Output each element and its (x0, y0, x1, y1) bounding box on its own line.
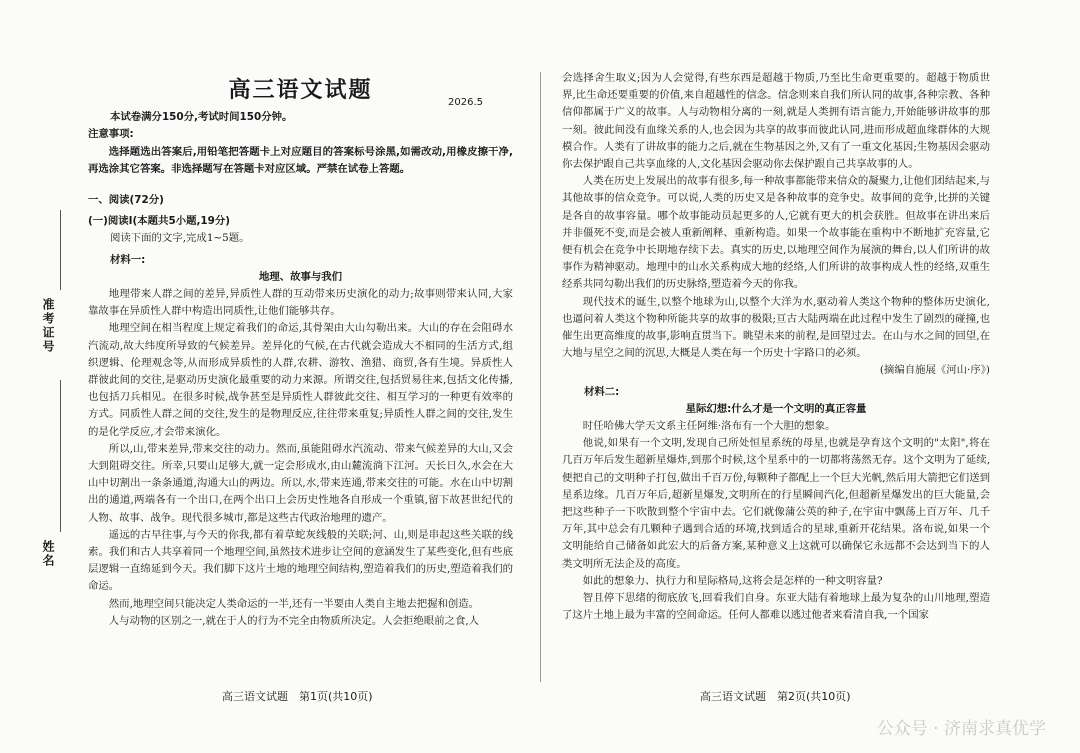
source-citation: (摘编自施展《河山·序》) (879, 364, 990, 377)
notes-heading: 注意事项: (88, 128, 134, 141)
paragraph: 如此的想象力、执行力和星际格局,这将会是怎样的一种文明容量? (582, 574, 883, 587)
material-one-label: 材料一: (110, 253, 146, 266)
divider-line (60, 380, 61, 460)
paragraph: 人与动物的区别之一,就在于人的行为不完全由物质所决定。人会拒绝眼前之食,人 (108, 614, 480, 627)
score-note: 本试卷满分150分,考试时间150分钟。 (110, 111, 293, 124)
section-one-sub: (一)阅读Ⅰ(本题共5小题,19分) (88, 215, 231, 228)
page-two (562, 70, 990, 625)
paragraph: 人类在历史上发展出的故事有很多,每一种故事都能带来信众的凝聚力,让他们团结起来,与其他故事的信众竞争。可以说,人类的历史又是各种故事的竞争史。故事间的竞争,比拼的关键是各自的故事容量。哪个故事能动员起更多的人,它就有更大的机会获胜。但故事在讲出来后并非僵死不变,而是会被人重新阐释、重新构造。如果一个故事能在重构中不断地扩充容量,它便有机会在竞争中长期地存续下去。真实的历史,以地理空间作为展演的舞台,以人们所讲的故事作为精神驱动。地理中的山水关系构成大地的经络,人们所讲的故事构成人性的经络,双重生经系共同勾勒出我们的历史脉络,塑造着今天的你我。 (562, 175, 990, 291)
candidate-number-line (60, 210, 61, 290)
page-one (88, 70, 513, 630)
paragraph: 地理带来人群之间的差异,异质性人群的互动带来历史演化的动力;故事则带来认同,大家靠故事在异质性人群中构造出同质性,让他们能够共存。 (88, 288, 513, 318)
paragraph: 现代技术的诞生,以整个地球为山,以整个大洋为水,驱动着人类这个物种的整体历史演化,也逼问着人类这个物种所能共享的故事的极限;亘古大陆两端在此过程中发生了剧烈的碰撞,也催生出更高维度的故事,影响直贯当下。眺望未来的前程,是回望过去。在山与水之间的回望,在大地与星空之间的沉思,大概是人类在每一个历史十字路口的必须。 (562, 295, 990, 360)
paragraph: 他说,如果有一个文明,发现自己所处恒星系统的母星,也就是孕育这个文明的"太阳",将在几百万年后发生超新星爆炸,到那个时候,这个星系中的一切都将荡然无存。这个文明为了延续,便把自己的文明种子打包,做出千百万份,每颗种子都配上一个巨大光帆,然后用大箭把它们送到星系边缘。几百万年后,超新星爆发,文明所在的行星瞬间汽化,但超新星爆发出的巨大能量,会把这些种子一下吹散到整个宇宙中去。它们就像蒲公英的种子,在宇宙中飘荡上百万年、几千万年,其中总会有几颗种子遇到合适的环境,找到适合的星球,重新开花结果。洛布说,如果一个文明能给自己储备如此宏大的后备方案,某种意义上这就可以确保它永远都不会达到当下的人类文明所无法企及的高度。 (562, 437, 990, 570)
page-two-footer: 高三语文试题 第2页(共10页) (700, 690, 851, 703)
page-divider (540, 72, 541, 682)
section-one-heading: 一、阅读(72分) (88, 194, 164, 207)
article-one-title: 地理、故事与我们 (258, 270, 343, 283)
watermark: 公众号 · 济南求真优学 (876, 719, 1046, 739)
notes-body: 选择题选出答案后,用铅笔把答题卡上对应题目的答案标号涂黑,如需改动,用橡皮擦干净,再选涂其它答案。非选择题写在答题卡对应区域。严禁在试卷上答题。 (88, 145, 513, 175)
article-two-title: 星际幻想:什么才是一个文明的真正容量 (685, 402, 867, 415)
paragraph: 地理空间在相当程度上规定着我们的命运,其骨架由大山勾勒出来。大山的存在会阻碍水汽流动,故大纬度所导致的气候差异。差异化的气候,在古代就会造成大不相同的生活方式,组织逻辑、伦理观念等,从而形成异质性的人群,农耕、游牧、渔猎、商贸,各有生境。异质性人群彼此间的交往,是驱动历史演化最重要的动力来源。所谓交往,包括贸易往来,包括文化传播,也包括刀兵相见。在很多时候,战争甚至是异质性人群彼此交往、相互学习的一种更有效率的方式。同质性人群之间的交往,发生的是物理反应,往往带来重复;异质性人群之间的交往,发生的是化学反应,才会带来演化。 (88, 322, 513, 438)
paragraph: 会选择舍生取义;因为人会觉得,有些东西是超越于物质,乃至比生命更重要的。超越于物质世界,比生命还要重要的价值,来自超越性的信念。信念则来自我们所认同的故事,各种宗教、各种信仰都属于广义的故事。人与动物相分离的一刻,就是人类拥有语言能力,开始能够讲故事的那一刻。彼此间没有血缘关系的人,也会因为共享的故事而彼此认同,进而形成超血缘群体的大规模合作。人类有了讲故事的能力之后,就在生物基因之外,又有了一重文化基因;生物基因会驱动你去保护跟自己共享血缘的人,文化基因会驱动你去保护跟自己共享故事的人。 (562, 72, 990, 171)
paragraph: 所以,山,带来差异,带来交往的动力。然而,虽能阻碍水汽流动、带来气候差异的大山,又会大到阻碍交往。所幸,只要山足够大,就一定会形成水,由山麓流淌下江河。天长日久,水会在大山中切割出一条条通道,沟通大山的两边。所以,水,带来连通,带来交往的可能。水在山中切割出的通道,两端各有一个出口,在两个出口上会历史性地各自形成一个重镇,留下故甚世纪代的人物、故事、战争。现代很多城市,都是这些古代政治地理的遗产。 (88, 442, 513, 524)
exam-title: 高三语文试题 (228, 77, 373, 103)
name-line (60, 452, 61, 532)
paragraph: 遥远的古早往事,与今天的你我,都有着草蛇灰线般的关联;河、山,则是串起这些关联的线索。我们和古人共享着同一个地理空间,虽然技术进步让空间的意涵发生了某些变化,但有些底层逻辑一直绵延到今天。我们脚下这片土地的地理空间结构,塑造着我们的历史,塑造着我们的命运。 (88, 528, 513, 593)
candidate-number-label: 准考证号 (41, 298, 55, 354)
name-label: 姓名 (41, 540, 55, 568)
paragraph: 然而,地理空间只能决定人类命运的一半,还有一半要由人类自主地去把握和创造。 (108, 597, 480, 610)
exam-date: 2026.5 (448, 97, 483, 108)
page-one-footer: 高三语文试题 第1页(共10页) (222, 690, 373, 703)
instruction-text: 阅读下面的文字,完成1~5题。 (110, 232, 250, 245)
paragraph: 时任哈佛大学天文系主任阿维·洛布有一个大胆的想象。 (582, 420, 836, 433)
paragraph: 智且停下思绪的彻底放飞,回看我们自身。东亚大陆有着地球上最为复杂的山川地理,塑造了这片土地上最为丰富的空间命运。任何人都难以逃过他者来看清自我,一个国家 (562, 592, 990, 622)
material-two-label: 材料二: (584, 385, 620, 398)
